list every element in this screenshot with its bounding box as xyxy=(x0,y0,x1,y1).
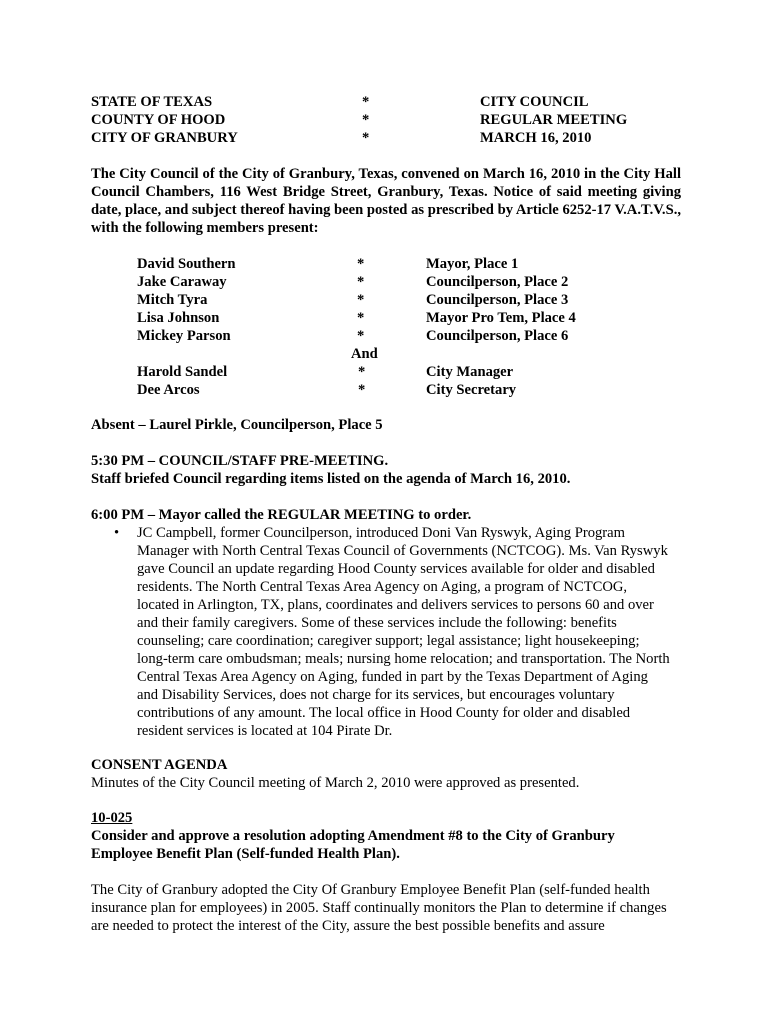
member-separator: * xyxy=(357,292,365,308)
item-number: 10-025 xyxy=(91,810,133,826)
member-name: Jake Caraway xyxy=(137,274,227,290)
header-date: MARCH 16, 2010 xyxy=(480,130,592,146)
header-city: CITY OF GRANBURY xyxy=(91,130,238,146)
consent-heading: CONSENT AGENDA xyxy=(91,757,228,773)
regular-heading: 6:00 PM – Mayor called the REGULAR MEETING to order. xyxy=(91,507,472,523)
header-stars xyxy=(362,93,369,147)
member-name: David Southern xyxy=(137,256,236,272)
header-state: STATE OF TEXAS xyxy=(91,94,213,110)
staff-separator: * xyxy=(358,382,366,398)
header-county: COUNTY OF HOOD xyxy=(91,112,226,128)
member-role: Mayor, Place 1 xyxy=(426,256,519,272)
staff-role: City Secretary xyxy=(426,382,517,398)
member-name: Mickey Parson xyxy=(137,328,231,344)
members-roles xyxy=(426,255,576,345)
header-star: * xyxy=(362,94,370,110)
member-role: Councilperson, Place 3 xyxy=(426,292,569,308)
absent-line: Absent – Laurel Pirkle, Councilperson, Place 5 xyxy=(91,417,383,433)
header-left xyxy=(91,93,238,147)
item-paragraph: The City of Granbury adopted the City Of Granbury Employee Benefit Plan (self-funded health insurance plan for employees) in 2005. Staff continually monitors the Plan to determine if changes are needed to protect the interest of the City, assure the best possible benefits and assure xyxy=(91,882,667,934)
and-label: And xyxy=(351,346,378,362)
header-star: * xyxy=(362,112,370,128)
header-star: * xyxy=(362,130,370,146)
member-separator: * xyxy=(357,256,365,272)
members-names xyxy=(137,255,236,345)
bullet-paragraph: JC Campbell, former Councilperson, introduced Doni Van Ryswyk, Aging Program Manager with North Central Texas Council of Governments (NCTCOG). Ms. Van Ryswyk gave Council an update regarding Hood County services available for older and disabled residents. The North Central Texas Area Agency on Aging, a program of NCTCOG, located in Arlington, TX, plans, coordinates and delivers services to persons 60 and over and their family caregivers. Some of these services include the following: benefits counseling; care coordination; caregiver support; legal assistance; light housekeeping; long-term care ombudsman; meals; nursing home relocation; and transportation. The North Central Texas Area Agency on Aging, funded in part by the Texas Department of Aging and Disability Services, does not charge for its services, but encourages voluntary contributions of any amount. The local office in Hood County for older and disabled resident services is located at 104 Pirate Dr. xyxy=(137,525,670,739)
staff-separators xyxy=(358,363,365,399)
header-right xyxy=(480,93,627,147)
staff-name: Dee Arcos xyxy=(137,382,200,398)
intro-paragraph: The City Council of the City of Granbury, Texas, convened on March 16, 2010 in the City Hall Council Chambers, 116 West Bridge Street, Granbury, Texas. Notice of said meeting giving date, place, and subject thereof having been posted as prescribed by Article 6252-17 V.A.T.V.S., with the following members present: xyxy=(91,166,681,236)
premeeting-text: Staff briefed Council regarding items listed on the agenda of March 16, 2010. xyxy=(91,471,571,487)
member-role: Mayor Pro Tem, Place 4 xyxy=(426,310,576,326)
bullet-marker: • xyxy=(114,525,120,541)
header-body: CITY COUNCIL xyxy=(480,94,589,110)
member-role: Councilperson, Place 2 xyxy=(426,274,569,290)
staff-separator: * xyxy=(358,364,366,380)
item-title: Consider and approve a resolution adopting Amendment #8 to the City of Granbury Employee Benefit Plan (Self-funded Health Plan). xyxy=(91,828,615,862)
staff-name: Harold Sandel xyxy=(137,364,228,380)
header-meeting-type: REGULAR MEETING xyxy=(480,112,628,128)
member-separator: * xyxy=(357,274,365,290)
premeeting-heading: 5:30 PM – COUNCIL/STAFF PRE-MEETING. xyxy=(91,453,389,469)
consent-text: Minutes of the City Council meeting of March 2, 2010 were approved as presented. xyxy=(91,775,580,791)
staff-role: City Manager xyxy=(426,364,514,380)
member-role: Councilperson, Place 6 xyxy=(426,328,569,344)
member-name: Mitch Tyra xyxy=(137,292,208,308)
member-separator: * xyxy=(357,310,365,326)
member-separator: * xyxy=(357,328,365,344)
staff-roles xyxy=(426,363,516,399)
staff-names xyxy=(137,363,227,399)
member-name: Lisa Johnson xyxy=(137,310,220,326)
members-separators xyxy=(357,255,364,345)
